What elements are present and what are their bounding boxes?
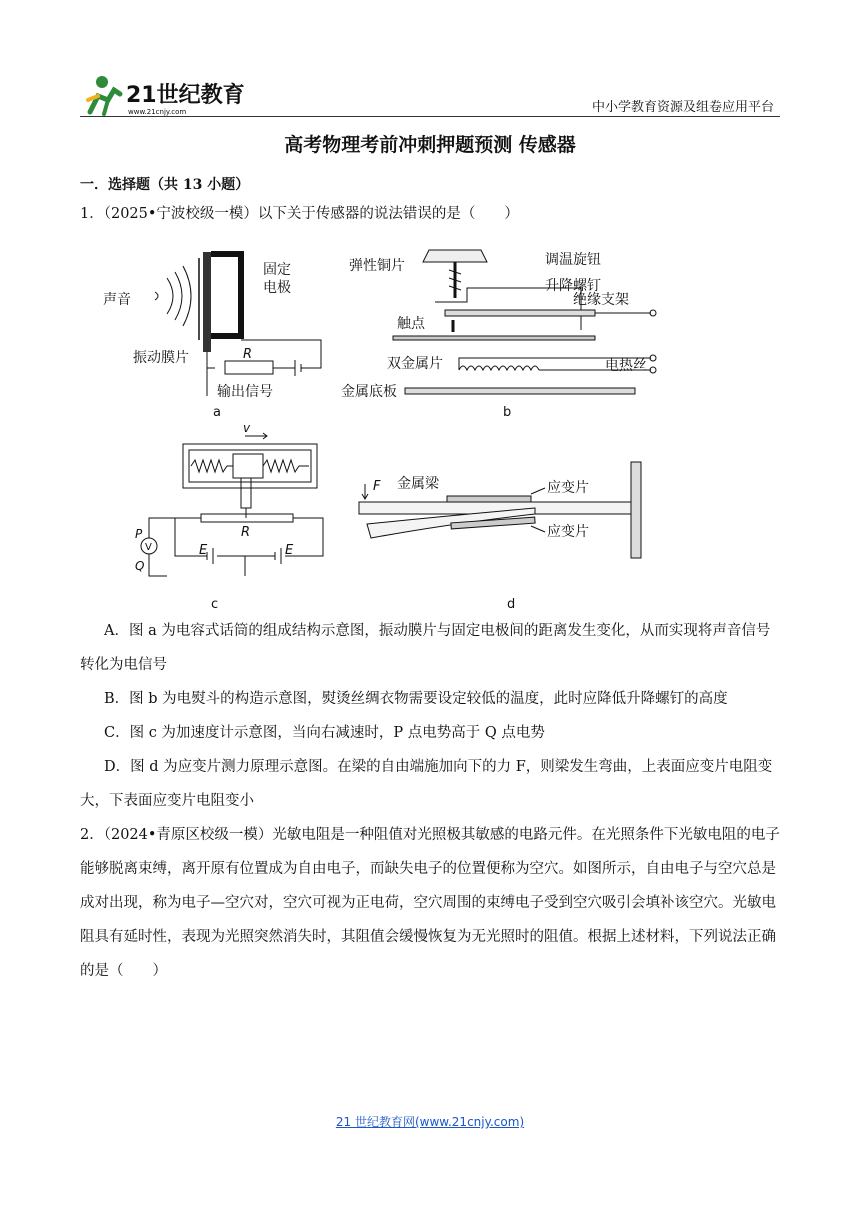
fig-b-caption: b [503, 405, 512, 420]
fig-b-label: 升降螺钉 [545, 278, 601, 294]
fig-a-label: R [243, 347, 253, 362]
fig-b-label: 触点 [397, 316, 425, 332]
fig-a-label: 输出信号 [217, 384, 273, 400]
fig-c-label: R [241, 525, 251, 540]
fig-b-label: 弹性铜片 [349, 258, 405, 274]
fig-c-label: E [285, 543, 294, 558]
fig-a-caption: a [213, 405, 221, 420]
fig-c-label: E [199, 543, 208, 558]
fig-a-label: 振动膜片 [133, 350, 189, 366]
figure-c [141, 433, 323, 576]
fig-d-label: 金属梁 [397, 476, 439, 492]
fig-d-label: 应变片 [547, 480, 589, 496]
fig-d-caption: d [507, 597, 516, 612]
logo-url: www.21cnjy.com [128, 108, 187, 116]
runner-logo-icon [88, 76, 120, 114]
q1-option-c: C．图 c 为加速度计示意图，当向右减速时，P 点电势高于 Q 点电势 [104, 725, 545, 741]
q1-option-b: B．图 b 为电熨斗的构造示意图，熨烫丝绸衣物需要设定较低的温度，此时应降低升降螺钉的高度 [104, 691, 728, 707]
q1-stem: 1．（2025•宁波校级一模）以下关于传感器的说法错误的是（ ） [80, 206, 519, 222]
fig-c-label: v [243, 421, 251, 435]
q1-figures [95, 240, 675, 620]
header-divider [80, 116, 780, 117]
figure-a [155, 252, 321, 396]
fig-c-label: V [145, 542, 152, 553]
fig-b-label: 双金属片 [387, 356, 443, 372]
footer-link[interactable]: 21 世纪教育网(www.21cnjy.com) [335, 1115, 525, 1129]
fig-d-label: 应变片 [547, 524, 589, 540]
fig-a-label: 固定 [263, 262, 291, 278]
site-logo [80, 70, 250, 120]
fig-b-label: 电热丝 [605, 358, 647, 374]
fig-c-label: Q [135, 559, 145, 573]
section-heading: 一．选择题（共 13 小题） [80, 177, 250, 193]
page-title: 高考物理考前冲刺押题预测 传感器 [284, 134, 576, 156]
q2-stem: 2．（2024•青原区校级一模）光敏电阻是一种阻值对光照极其敏感的电路元件。在光照条件下光敏电阻的电子能够脱离束缚，离开原有位置成为自由电子，而缺失电子的位置便称为空穴。如图所示，自由电子与空穴总是成对出现，称为电子—空穴对，空穴可视为正电荷，空穴周围的束缚电子受到空穴吸引会填补该空穴。光敏电阻具有延时性，表现为光照突然消失时，其阻值会缓慢恢复为无光照时的阻值。根据上述材料，下列说法正确的是（ ） [80, 827, 780, 979]
fig-a-label: 声音 [103, 292, 131, 308]
fig-b-label: 调温旋钮 [545, 252, 601, 268]
fig-d-label: F [373, 479, 381, 494]
fig-a-label: 电极 [263, 280, 291, 296]
q1-option-a: A．图 a 为电容式话筒的组成结构示意图，振动膜片与固定电极间的距离发生变化，从而实现将声音信号转化为电信号 [80, 623, 771, 673]
logo-text: 21世纪教育 [126, 83, 245, 108]
fig-b-label: 金属底板 [341, 384, 397, 400]
fig-b-label: 绝缘支架 [573, 292, 629, 308]
platform-name: 中小学教育资源及组卷应用平台 [591, 100, 774, 115]
fig-c-caption: c [211, 597, 219, 612]
q1-option-d: D．图 d 为应变片测力原理示意图。在梁的自由端施加向下的力 F，则梁发生弯曲，上表面应变片电阻变大，下表面应变片电阻变小 [80, 759, 773, 809]
fig-c-label: P [135, 527, 143, 541]
